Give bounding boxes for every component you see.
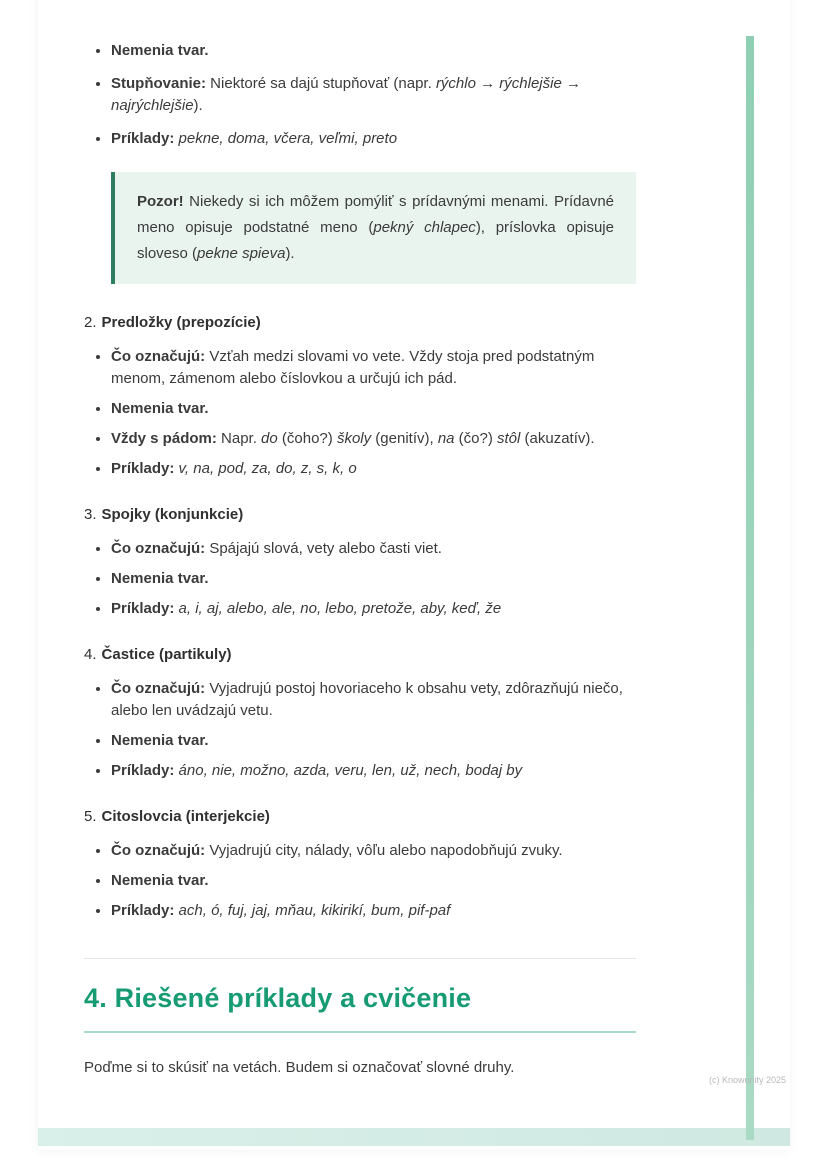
section-castice [84,644,636,782]
section-heading [84,644,636,666]
section-number: 4. [84,646,97,663]
text-italic: najrýchlejšie [111,97,194,114]
list-item [111,760,636,782]
text-italic: rýchlo [435,75,476,92]
list-item [111,128,636,150]
heading-underline [84,1031,636,1033]
list-item [111,900,636,922]
section-bullet-list [84,538,636,620]
section-title: Častice (partikuly) [101,646,232,663]
text: (čoho?) [277,430,337,447]
callout-warning-box [111,172,636,284]
text-bold: Vždy s pádom: [111,430,217,447]
text-italic: pekný chlapec [373,219,476,236]
section-title: Predložky (prepozície) [101,314,261,331]
text-bold: Čo označujú: [111,540,206,557]
text: (genitív), [371,430,438,447]
list-item [111,598,636,620]
list-item [111,40,636,62]
text: Spájajú slová, vety alebo časti viet. [205,540,442,557]
list-item [111,458,636,480]
text: (akuzatív). [520,430,595,447]
text-bold: Pozor! [137,193,184,210]
list-item [111,73,636,117]
text-bold: Príklady: [111,762,175,779]
document-content [84,40,636,1079]
list-item [111,678,636,722]
list-item [111,870,636,892]
text-italic: pekne spieva [197,245,286,262]
section-predlozky [84,312,636,480]
text-bold: Príklady: [111,600,175,617]
text: Napr. [216,430,262,447]
text-bold: Príklady: [111,130,175,147]
section-citoslovcia [84,806,636,922]
text: Niektoré sa dajú stupňovať (napr. [206,75,436,92]
list-item [111,840,636,862]
section-number: 3. [84,506,97,523]
text-bold: Čo označujú: [111,348,206,365]
section-bullet-list [84,840,636,922]
text: (čo?) [454,430,498,447]
text-bold: Čo označujú: [111,680,206,697]
section-title: Spojky (konjunkcie) [101,506,244,523]
page-accent-stripe [746,36,754,1140]
section-heading [84,806,636,828]
text: Vyjadrujú postoj hovoriaceho k obsahu vety, zdôrazňujú niečo, alebo len uvádzajú vetu. [111,680,623,719]
text-bold: Nemenia tvar. [111,570,209,587]
section-title: Citoslovcia (interjekcie) [101,808,270,825]
section-bullet-list [84,678,636,782]
text-bold: Čo označujú: [111,842,206,859]
callout-text [137,189,614,267]
intro-bullet-list [84,40,636,150]
section-number: 5. [84,808,97,825]
text: ), príslovka opisuje sloveso ( [137,219,614,262]
text-bold: Nemenia tvar. [111,42,209,59]
text-bold: Stupňovanie: [111,75,207,92]
list-item [111,346,636,390]
text-italic: na [437,430,455,447]
text-bold: Nemenia tvar. [111,732,209,749]
text-italic: školy [336,430,372,447]
text: → [561,75,581,92]
exercises-heading: 4. Riešené príklady a cvičenie [84,983,472,1013]
text-italic: rýchlejšie [499,75,562,92]
text: ). [193,97,203,114]
section-heading [84,312,636,334]
text: Niekedy si ich môžem pomýliť s prídavnými menami. Prídavné meno opisuje podstatné meno ( [137,193,614,236]
list-item [111,538,636,560]
section-number: 2. [84,314,97,331]
text: ). [285,245,295,262]
copyright-note: (c) Knowunity 2025 [708,1075,786,1085]
text: Vyjadrujú city, nálady, vôľu alebo napodobňujú zvuky. [205,842,563,859]
list-item [111,568,636,590]
text-italic: a, i, aj, alebo, ale, no, lebo, pretože, aby, keď, že [178,600,502,617]
section-divider [84,958,636,959]
text: Vzťah medzi slovami vo vete. Vždy stoja pred podstatným menom, zámenom alebo číslovkou a určujú ich pád. [111,348,595,387]
text-italic: stôl [497,430,521,447]
text-bold: Nemenia tvar. [111,872,209,889]
text-bold: Príklady: [111,460,175,477]
section-heading [84,504,636,526]
text: → [475,75,500,92]
text-italic: v, na, pod, za, do, z, s, k, o [178,460,357,477]
text-italic: áno, nie, možno, azda, veru, len, už, nech, bodaj by [178,762,523,779]
text-bold: Nemenia tvar. [111,400,209,417]
text-bold: Príklady: [111,902,175,919]
closing-paragraph: Poďme si to skúsiť na vetách. Budem si označovať slovné druhy. [84,1059,515,1076]
list-item [111,398,636,420]
text-italic: ach, ó, fuj, jaj, mňau, kikirikí, bum, pif-paf [178,902,451,919]
list-item [111,730,636,752]
section-spojky [84,504,636,620]
list-item [111,428,636,450]
text-italic: do [261,430,278,447]
section-bullet-list [84,346,636,480]
page-bottom-band [38,1128,790,1146]
text-italic: pekne, doma, včera, veľmi, preto [178,130,398,147]
